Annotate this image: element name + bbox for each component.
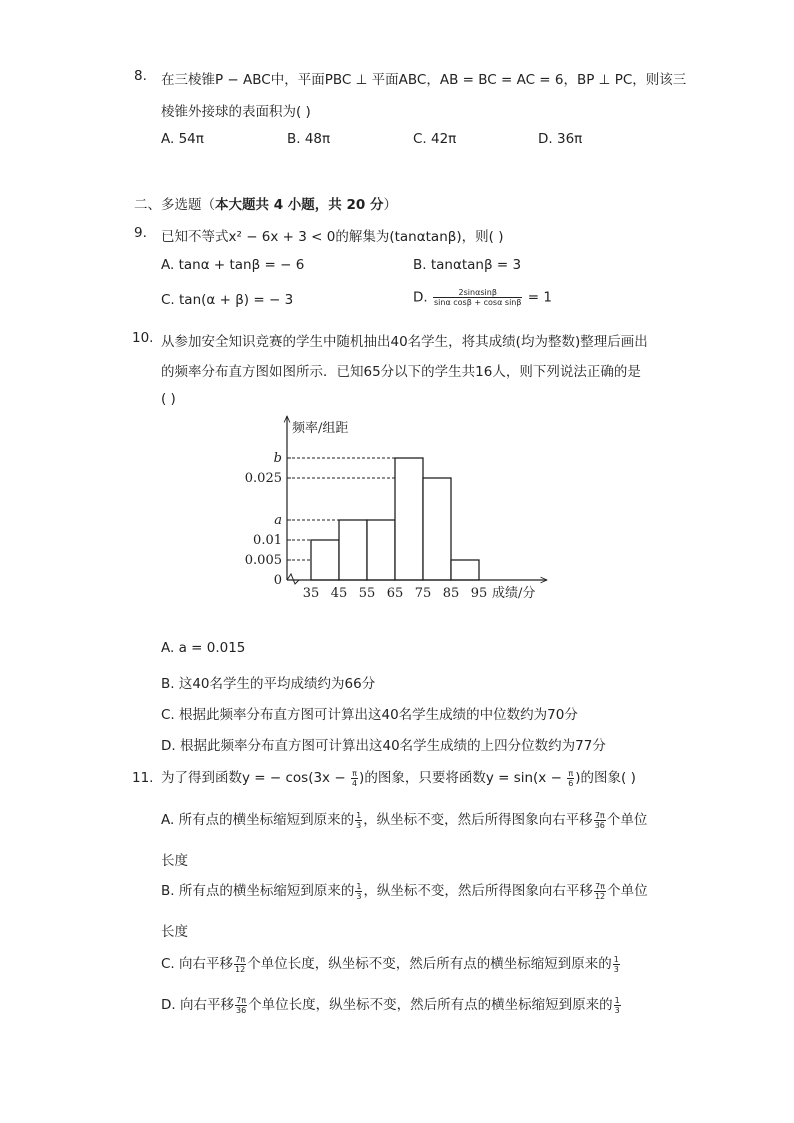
y-tick-label: 0.005 [244,553,282,568]
q10-number: 10. [132,330,154,346]
q11-a-pre: A. 所有点的横坐标缩短到原来的 [161,812,355,828]
q11-c-mid: 个单位长度，纵坐标不变，然后所有点的横坐标缩短到原来的 [247,956,612,972]
x-tick-label: 65 [386,586,404,601]
q11-option-a-line2: 长度 [161,853,188,869]
frequency-histogram [242,408,562,608]
q11-c-frac2-den: 3 [613,964,619,974]
q11-option-a [161,808,647,830]
q11-stem-frac2-num: π [568,768,574,778]
q11-a-frac1-den: 3 [356,820,362,830]
q11-d-frac1-num: 7π [236,995,247,1005]
section-suffix: ） [383,197,397,213]
q11-d-frac2 [614,996,621,1015]
x-tick-label: 85 [442,586,460,601]
q8-number: 8. [134,68,147,84]
q9-option-b: B. tanαtanβ = 3 [413,257,522,273]
q11-a-mid: ，纵坐标不变，然后所得图象向右平移 [363,812,593,828]
q11-d-frac1 [235,996,247,1015]
q11-a-post: 个单位 [606,812,648,828]
q9-option-d-fraction [433,288,522,307]
q11-stem-frac2-den: 6 [568,778,574,788]
q10-option-a: A. a = 0.015 [161,640,246,656]
q10-stem-line2: 的频率分布直方图如图所示．已知65分以下的学生共16人，则下列说法正确的是 [161,364,641,380]
q11-stem-mid: )的图象，只要将函数y = sin(x − [359,770,567,786]
q11-stem [161,766,636,788]
q11-stem-frac1-den: 4 [351,778,358,788]
section-bold: 本大题共 4 小题，共 20 分 [215,197,384,213]
q11-a-frac2-den: 36 [594,820,605,830]
q11-c-frac1 [234,955,246,974]
q11-stem-post: )的图象( ) [575,770,636,786]
histogram-bar [395,458,423,580]
histogram-bar [339,520,367,580]
q9-option-d-numerator: 2sinαsinβ [433,288,522,298]
q11-number: 11. [132,770,154,786]
q9-option-d-rhs: = 1 [527,289,552,306]
histogram-bar [451,560,479,580]
q11-option-b [161,879,648,901]
q11-a-frac2-num: 7π [594,810,605,820]
q11-c-frac2 [613,955,620,974]
q11-b-frac2-den: 12 [594,891,606,901]
y-axis-label: 频率/组距 [292,421,349,436]
q11-c-pre: C. 向右平移 [161,956,234,972]
q8-stem-line2: 棱锥外接球的表面积为( ) [161,104,311,120]
q11-c-frac2-num: 1 [613,954,619,964]
histogram-bar [311,540,339,580]
q9-option-d-denominator: sinα cosβ + cosα sinβ [433,298,522,307]
y-tick-label: 0.01 [253,533,282,548]
q11-c-frac1-num: 7π [235,954,246,964]
x-tick-label: 35 [302,586,320,601]
q11-a-frac2 [594,811,606,830]
q11-d-frac2-num: 1 [614,995,620,1005]
histogram-bar [423,478,451,580]
q8-option-c: C. 42π [413,131,457,147]
q8-option-d: D. 36π [538,131,583,147]
q11-b-post: 个单位 [607,883,648,899]
q8-option-b: B. 48π [287,131,331,147]
q9-option-d [413,288,552,307]
q11-option-c [161,952,621,974]
q10-option-d: D. 根据此频率分布直方图可计算出这40名学生成绩的上四分位数约为77分 [161,738,606,754]
q11-d-frac2-den: 3 [614,1005,620,1015]
q11-stem-frac1-num: π [352,768,357,778]
q11-stem-frac1 [351,769,358,788]
q11-b-pre: B. 所有点的横坐标缩短到原来的 [161,883,355,899]
q11-b-frac1-num: 1 [356,881,362,891]
q11-b-frac1-den: 3 [356,891,362,901]
q11-c-frac1-den: 12 [235,964,246,974]
y-tick-label: b [273,451,282,466]
q11-b-frac2 [594,882,606,901]
q11-stem-frac2 [567,769,574,788]
y-tick-label: 0 [273,573,282,588]
q8-stem-line1: 在三棱锥P − ABC中，平面PBC ⊥ 平面ABC，AB = BC = AC = 6，BP ⊥ PC，则该三 [161,72,687,88]
q11-d-frac1-den: 36 [235,1005,247,1015]
y-tick-label: 0.025 [244,471,282,486]
section-heading [134,193,397,213]
x-tick-label: 95 [470,586,488,601]
q9-option-c: C. tan(α + β) = − 3 [161,292,294,308]
q11-stem-pre: 为了得到函数y = − cos(3x − [161,770,350,786]
q11-d-pre: D. 向右平移 [161,997,234,1013]
q10-stem-line3: ( ) [161,391,176,407]
q10-option-b: B. 这40名学生的平均成绩约为66分 [161,676,376,692]
section-prefix: 二、多选题（ [134,197,215,213]
q11-b-frac2-num: 7π [595,881,605,891]
y-tick-label: a [274,513,282,528]
q10-option-c: C. 根据此频率分布直方图可计算出这40名学生成绩的中位数约为70分 [161,707,578,723]
q9-stem: 已知不等式x² − 6x + 3 < 0的解集为(tanαtanβ)，则( ) [161,229,504,245]
q11-b-frac1 [355,882,362,901]
q11-option-b-line2: 长度 [161,924,188,940]
q9-number: 9. [134,225,147,241]
q9-option-d-label: D. [413,289,428,306]
axis-break [287,574,299,584]
q11-a-frac1-num: 1 [356,810,362,820]
histogram-bar [367,520,395,580]
x-axis-label: 成绩/分 [492,586,536,601]
x-tick-label: 75 [414,586,432,601]
q11-d-mid: 个单位长度，纵坐标不变，然后所有点的横坐标缩短到原来的 [248,997,613,1013]
q8-option-a: A. 54π [161,131,204,147]
q11-option-d [161,993,622,1015]
q11-a-frac1 [355,811,362,830]
x-tick-label: 45 [330,586,348,601]
q11-b-mid: ，纵坐标不变，然后所得图象向右平移 [363,883,593,899]
x-tick-label: 55 [358,586,376,601]
q10-stem-line1: 从参加安全知识竞赛的学生中随机抽出40名学生，将其成绩(均为整数)整理后画出 [161,334,648,350]
q9-option-a: A. tanα + tanβ = − 6 [161,257,305,273]
